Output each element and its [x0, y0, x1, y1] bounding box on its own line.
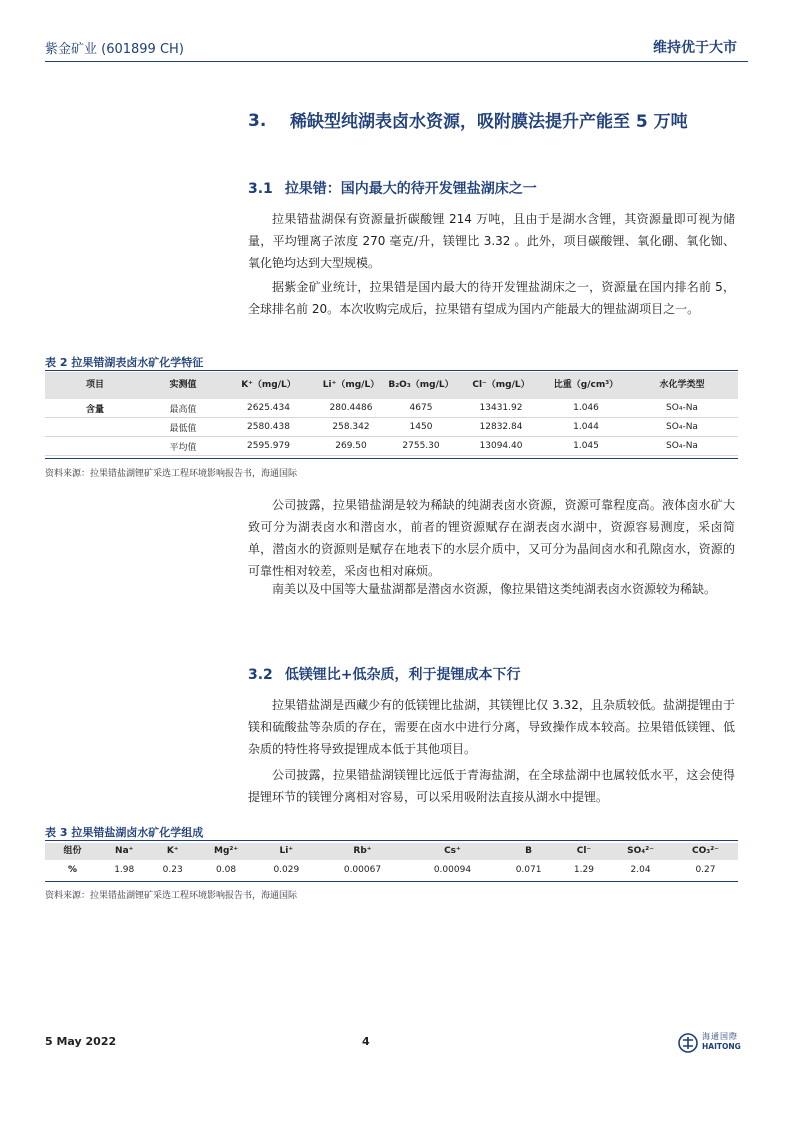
table-row [45, 418, 738, 437]
paragraph: 南美以及中国等大量盐湖都是潜卤水资源，像拉果错这类纯湖表卤水资源较为稀缺。 [272, 582, 717, 596]
subsection-number: 3.2 [248, 667, 273, 683]
table-bottom-rule [45, 881, 738, 882]
column-header: 组份 [45, 843, 100, 860]
brine-composition-table [45, 843, 738, 879]
column-header: Cl⁻ [560, 843, 608, 860]
table-top-rule [45, 840, 738, 841]
paragraph: 据紫金矿业统计，拉果错是国内最大的待开发锂盐湖床之一，资源量在国内排名前 5，全球排名前 20。本次收购完成后，拉果错有望成为国内产能最大的锂盐湖项目之一。 [248, 280, 735, 316]
row-label: 含量 [45, 399, 145, 418]
company-ticker: 紫金矿业 (601899 CH) [45, 42, 184, 57]
table-title: 表 3 拉果错盐湖卤水矿化学组成 [45, 826, 204, 839]
table-source: 资料来源：拉果错盐湖锂矿采选工程环境影响报告书，海通国际 [45, 469, 298, 479]
rating-label: 维持优于大市 [653, 40, 737, 56]
column-header: Cl⁻（mg/L） [456, 372, 546, 399]
table-cell: 2755.30 [386, 437, 456, 456]
table-cell: SO₄-Na [626, 418, 738, 437]
table-cell: 1.046 [546, 399, 626, 418]
table-cell: 280.4486 [316, 399, 386, 418]
subsection-number: 3.1 [248, 181, 273, 197]
table-cell: 0.27 [695, 864, 716, 875]
paragraph: 拉果错盐湖是西藏少有的低镁锂比盐湖，其镁锂比仅 3.32，且杂质较低。盐湖提锂由于镁和硫酸盐等杂质的存在，需要在卤水中进行分离，导致操作成本较高。拉果错低镁锂、低杂质的特性将导致提锂成本低于其他项目。 [248, 698, 735, 756]
paragraph: 公司披露，拉果错盐湖镁锂比远低于青海盐湖，在全球盐湖中也属较低水平，这会使得提锂环节的镁锂分离相对容易，可以采用吸附法直接从湖水中提锂。 [248, 768, 735, 804]
column-header: Cs⁺ [407, 843, 497, 860]
table-cell: SO₄-Na [626, 437, 738, 456]
report-date: 5 May 2022 [45, 1035, 117, 1048]
lake-brine-chemistry-table [45, 372, 738, 456]
table-source: 资料来源：拉果错盐湖锂矿采选工程环境影响报告书，海通国际 [45, 891, 298, 901]
subsection-3-1 [248, 178, 537, 198]
table-cell: 最高值 [145, 399, 221, 418]
table-row [45, 437, 738, 456]
paragraph: 公司披露，拉果错盐湖是较为稀缺的纯湖表卤水资源，资源可靠程度高。液体卤水矿大致可分为湖表卤水和潜卤水，前者的锂资源赋存在湖表卤水湖中，资源容易测度，采卤简单，潜卤水的资源则是赋存在地表下的水层介质中，又可分为晶间卤水和孔隙卤水，资源的可靠性相对较差，采卤也相对麻烦。 [248, 498, 735, 578]
paragraph: 拉果错盐湖保有资源量折碳酸锂 214 万吨，且由于是湖水含锂，其资源量即可视为储量，平均锂离子浓度 270 毫克/升，镁锂比 3.32 。此外，项目碳酸锂、氧化硼、氧化铷、氧化铯均达到大型规模。 [248, 212, 735, 270]
table-cell: 269.50 [316, 437, 386, 456]
table-cell: 0.23 [162, 864, 183, 875]
table-cell: 0.00067 [343, 864, 382, 875]
table-cell: 12832.84 [456, 418, 546, 437]
table-cell: 2.04 [630, 864, 651, 875]
table-cell: 13094.40 [456, 437, 546, 456]
table-row [45, 860, 738, 879]
column-header: SO₄²⁻ [608, 843, 673, 860]
column-header: B₂O₃（mg/L） [386, 372, 456, 399]
table-cell: 1450 [386, 418, 456, 437]
column-header: Li⁺（mg/L） [316, 372, 386, 399]
column-header: 实测值 [145, 372, 221, 399]
column-header: B [497, 843, 559, 860]
table-cell: 0.071 [515, 864, 542, 875]
column-header: 项目 [45, 372, 145, 399]
table-cell: 2625.434 [221, 399, 316, 418]
column-header: Na⁺ [100, 843, 148, 860]
table-top-rule [45, 370, 738, 371]
subsection-title: 低镁锂比+低杂质，利于提锂成本下行 [284, 667, 521, 683]
column-header: CO₃²⁻ [673, 843, 738, 860]
table-cell: 1.29 [573, 864, 594, 875]
page-number: 4 [362, 1035, 370, 1048]
table-title: 表 2 拉果错湖表卤水矿化学特征 [45, 356, 204, 369]
column-header: 水化学类型 [626, 372, 738, 399]
header-divider [45, 61, 748, 62]
table-row [45, 399, 738, 418]
table-cell: 13431.92 [456, 399, 546, 418]
column-header: Mg²⁺ [197, 843, 255, 860]
table-cell: SO₄-Na [626, 399, 738, 418]
logo-text-en: HAITONG [702, 1042, 741, 1051]
column-header: K⁺（mg/L） [221, 372, 316, 399]
table-header-row [45, 372, 738, 399]
row-label: % [67, 864, 78, 875]
table-cell: 0.08 [216, 864, 237, 875]
table-cell: 0.00094 [433, 864, 472, 875]
table-cell: 1.98 [114, 864, 135, 875]
table-cell: 2595.979 [221, 437, 316, 456]
haitong-logo [678, 1031, 741, 1055]
subsection-title: 拉果错：国内最大的待开发锂盐湖床之一 [284, 181, 537, 197]
table-header-row [45, 843, 738, 860]
section-title: 稀缺型纯湖表卤水资源，吸附膜法提升产能至 5 万吨 [290, 112, 688, 132]
table-cell: 258.342 [316, 418, 386, 437]
table-cell: 最低值 [145, 418, 221, 437]
column-header: Li⁺ [255, 843, 317, 860]
logo-text-cn: 海通国際 [702, 1032, 738, 1041]
table-cell: 0.029 [273, 864, 300, 875]
section-number: 3. [248, 111, 267, 131]
table-cell: 1.044 [546, 418, 626, 437]
table-cell: 4675 [386, 399, 456, 418]
table-bottom-rule [45, 458, 738, 459]
table-cell: 平均值 [145, 437, 221, 456]
column-header: Rb⁺ [317, 843, 407, 860]
column-header: K⁺ [148, 843, 196, 860]
table-cell: 2580.438 [221, 418, 316, 437]
table-cell: 1.045 [546, 437, 626, 456]
subsection-3-2 [248, 664, 521, 684]
column-header: 比重（g/cm³） [546, 372, 626, 399]
haitong-logo-icon [678, 1033, 698, 1053]
